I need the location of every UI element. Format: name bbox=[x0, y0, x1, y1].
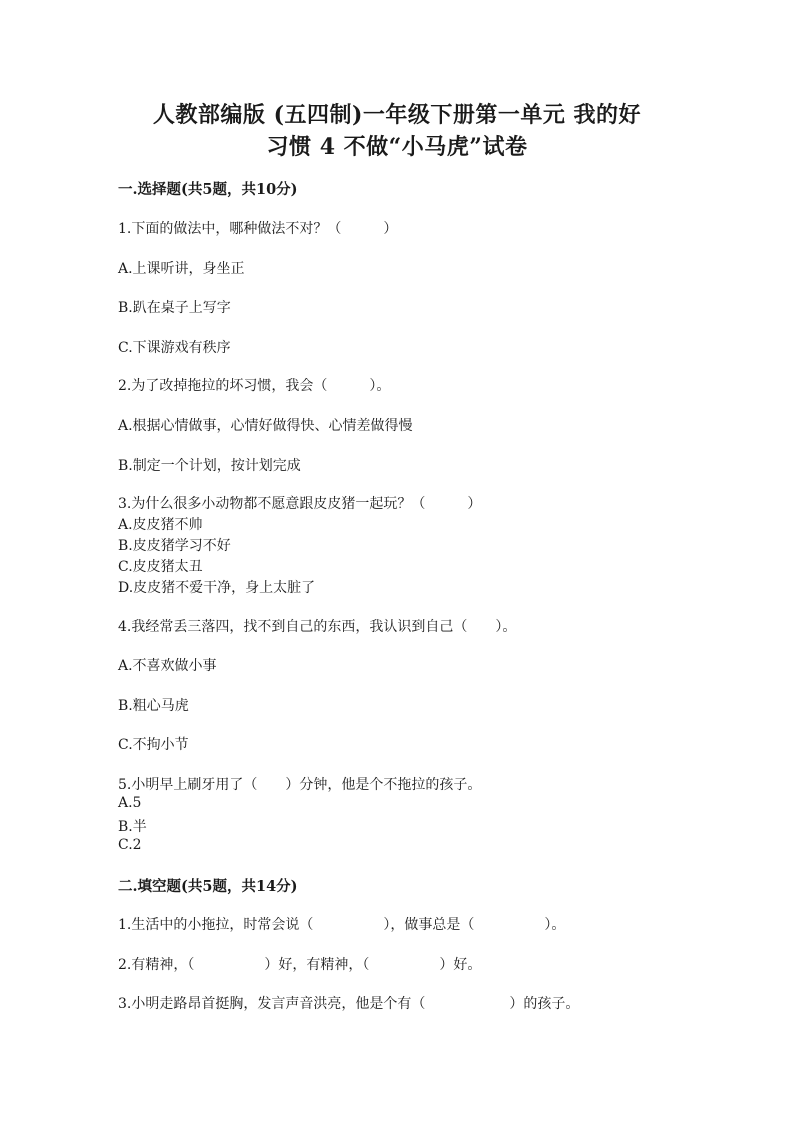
section-heading-fill-blank: 二.填空题(共5题，共14分) bbox=[118, 878, 298, 895]
question-3-stem: 3.为什么很多小动物都不愿意跟皮皮猪一起玩？（ ） bbox=[118, 496, 482, 512]
question-3-option-d: D.皮皮猪不爱干净，身上太脏了 bbox=[118, 580, 316, 596]
question-4-option-a: A.不喜欢做小事 bbox=[118, 658, 217, 674]
question-3-option-b: B.皮皮猪学习不好 bbox=[118, 538, 231, 554]
fill-question-2: 2.有精神，（ ）好，有精神，（ ）好。 bbox=[118, 957, 482, 973]
question-5-stem: 5.小明早上刷牙用了（ ）分钟，他是个不拖拉的孩子。 bbox=[118, 777, 482, 793]
question-1-option-a: A.上课听讲，身坐正 bbox=[118, 261, 245, 277]
question-5-option-a: A.5 bbox=[118, 795, 142, 811]
question-4-stem: 4.我经常丢三落四，找不到自己的东西，我认识到自己（ ）。 bbox=[118, 619, 517, 635]
question-4-option-b: B.粗心马虎 bbox=[118, 698, 189, 714]
document-title-line-2: 习惯 4 不做“小马虎”试卷 bbox=[266, 134, 528, 160]
document-title-line-1: 人教部编版 (五四制)一年级下册第一单元 我的好 bbox=[152, 102, 642, 128]
section-heading-choice: 一.选择题(共5题，共10分) bbox=[118, 181, 298, 198]
question-3-option-a: A.皮皮猪不帅 bbox=[118, 517, 203, 533]
question-1-stem: 1.下面的做法中，哪种做法不对？（ ） bbox=[118, 221, 398, 237]
question-5-option-b: B.半 bbox=[118, 819, 147, 835]
question-2-stem: 2.为了改掉拖拉的坏习惯，我会（ ）。 bbox=[118, 378, 391, 394]
question-3-option-c: C.皮皮猪太丑 bbox=[118, 559, 203, 575]
question-4-option-c: C.不拘小节 bbox=[118, 737, 189, 753]
question-5-option-c: C.2 bbox=[118, 837, 142, 853]
fill-question-1: 1.生活中的小拖拉，时常会说（ ），做事总是（ ）。 bbox=[118, 917, 566, 933]
fill-question-3: 3.小明走路昂首挺胸，发言声音洪亮，他是个有（ ）的孩子。 bbox=[118, 996, 580, 1012]
question-2-option-a: A.根据心情做事，心情好做得快、心情差做得慢 bbox=[118, 418, 413, 434]
question-1-option-b: B.趴在桌子上写字 bbox=[118, 300, 231, 316]
question-2-option-b: B.制定一个计划，按计划完成 bbox=[118, 458, 301, 474]
question-1-option-c: C.下课游戏有秩序 bbox=[118, 340, 231, 356]
